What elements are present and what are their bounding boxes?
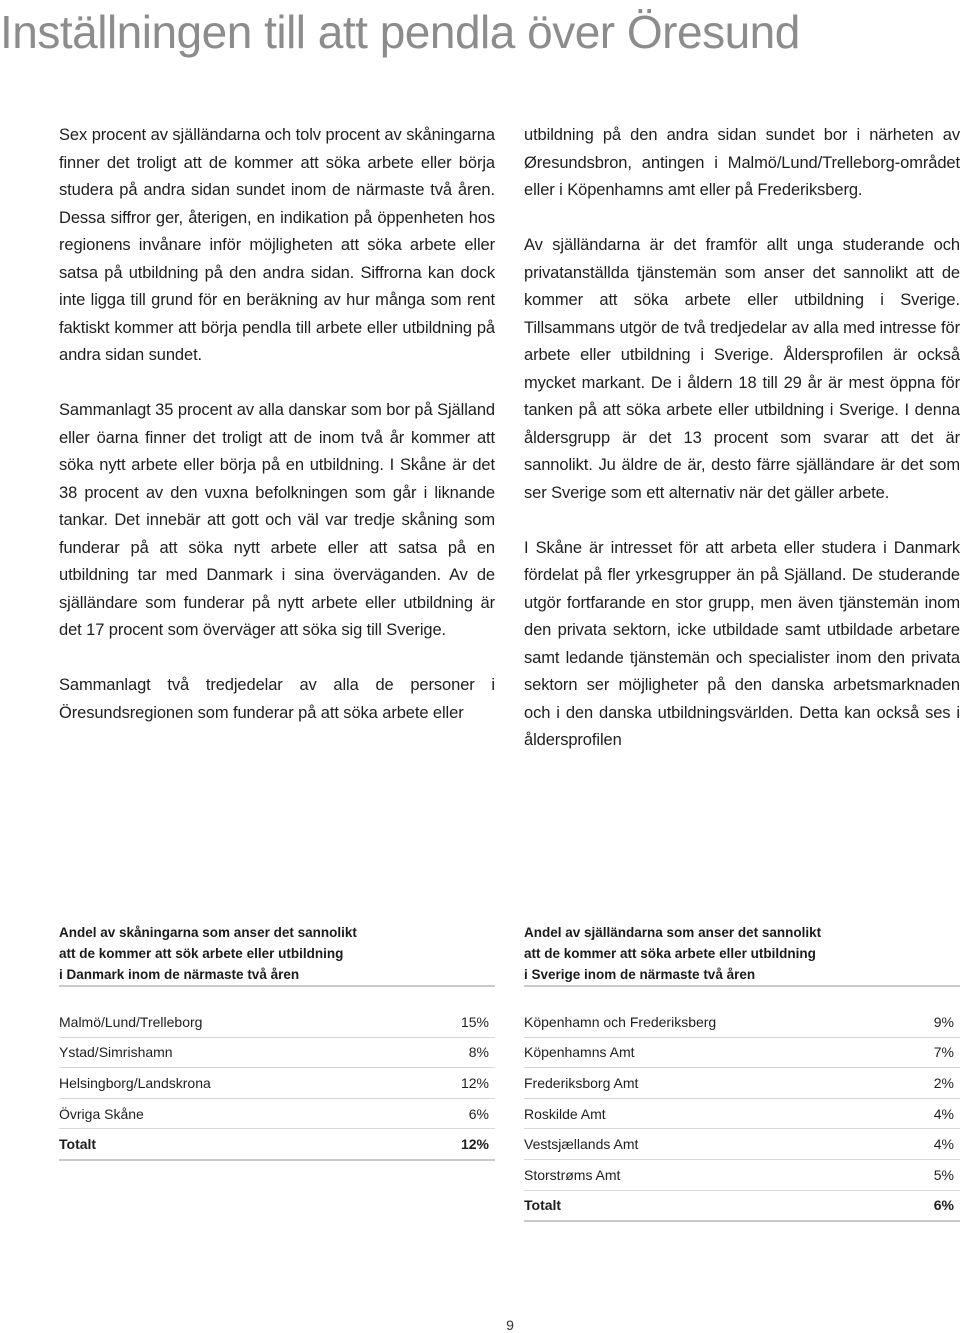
table-row	[524, 1160, 960, 1191]
total-value: 12%	[460, 1136, 489, 1153]
table-row	[524, 1007, 960, 1038]
table-rows	[524, 1007, 960, 1222]
row-value: 12%	[460, 1074, 489, 1091]
table-total-row	[59, 1129, 495, 1161]
paragraph: I Skåne är intresset för att arbeta eller studera i Danmark fördelat på fler yrkesgrupper än på Själland. De studerande utgör fortfarande en stor grupp, men även tjänstemän inom den privata sektorn, icke utbildade samt utbildade arbetare samt ledande tjänstemän och specialister inom den privata sektorn ser möjligheter på den danska arbetsmarknaden och i den danska utbildningsvärlden. Detta kan också ses i åldersprofilen	[524, 538, 960, 749]
row-value: 15%	[460, 1013, 489, 1030]
table-row	[524, 1129, 960, 1160]
row-label: Helsingborg/Landskrona	[59, 1074, 211, 1091]
sjaelland-table	[524, 922, 960, 1222]
row-label: Storstrøms Amt	[524, 1166, 621, 1183]
table-title	[59, 922, 495, 985]
total-label: Totalt	[524, 1197, 562, 1214]
row-value: 8%	[468, 1044, 489, 1061]
page-number: 9	[506, 1317, 514, 1333]
right-text-column	[524, 122, 960, 782]
table-title-line: i Danmark inom de närmaste två åren	[59, 967, 300, 982]
row-value: 6%	[468, 1105, 489, 1122]
row-value: 7%	[933, 1044, 954, 1061]
table-row	[59, 1068, 495, 1099]
table-title-line: att de kommer att söka arbete eller utbildning	[524, 946, 816, 961]
table-row	[524, 1068, 960, 1099]
table-title	[524, 922, 960, 985]
row-label: Köpenhamns Amt	[524, 1044, 635, 1061]
table-title-line: Andel av själländarna som anser det sannolikt	[524, 925, 822, 940]
row-label: Ystad/Simrishamn	[59, 1044, 173, 1061]
row-value: 9%	[933, 1013, 954, 1030]
row-value: 4%	[933, 1105, 954, 1122]
table-row	[59, 1038, 495, 1069]
table-rule	[524, 985, 960, 987]
row-value: 2%	[933, 1074, 954, 1091]
table-title-line: att de kommer att sök arbete eller utbildning	[59, 946, 344, 961]
paragraph: Sammanlagt två tredjedelar av alla de personer i Öresundsregionen som funderar på att söka arbete eller	[59, 676, 495, 722]
table-rows	[59, 1007, 495, 1161]
row-value: 5%	[933, 1166, 954, 1183]
table-total-row	[524, 1191, 960, 1223]
paragraph: Sex procent av själländarna och tolv procent av skåningarna finner det troligt att de kommer att söka arbete eller börja studera på andra sidan sundet inom de närmaste två åren. Dessa siffror ger, återigen, en indikation på öppenheten hos regionens invånare inför möjligheten att söka arbete eller satsa på utbildning på den andra sidan. Siffrorna kan dock inte ligga till grund för en beräkning av hur många som rent faktiskt kommer att börja pendla till arbete eller utbildning på andra sidan sundet.	[59, 126, 495, 364]
row-value: 4%	[933, 1136, 954, 1153]
total-label: Totalt	[59, 1136, 97, 1153]
page-title: Inställningen till att pendla över Öresund	[0, 6, 800, 58]
table-row	[524, 1038, 960, 1069]
skane-table	[59, 922, 495, 1161]
table-title-line: Andel av skåningarna som anser det sannolikt	[59, 925, 357, 940]
table-title-line: i Sverige inom de närmaste två åren	[524, 967, 756, 982]
paragraph: Av själländarna är det framför allt unga studerande och privatanställda tjänstemän som anser det sannolikt att de kommer att söka arbete eller utbildning i Sverige. Tillsammans utgör de två tredjedelar av alla med intresse för arbete eller utbildning i Sverige. Åldersprofilen är också mycket markant. De i åldern 18 till 29 år är mest öppna för tanken på att söka arbete eller utbildning i Sverige. I denna åldersgrupp är det 13 procent som svarar att det är sannolikt. Ju äldre de är, desto färre själländare är det som ser Sverige som ett alternativ när det gäller arbete.	[524, 236, 960, 502]
paragraph: Sammanlagt 35 procent av alla danskar som bor på Själland eller öarna finner det troligt att de inom två år kommer att söka nytt arbete eller börja på en utbildning. I Skåne är det 38 procent av den vuxna befolkningen som går i liknande tankar. Det innebär att gott och väl var tredje skåning som funderar på att söka nytt arbete eller att satsa på en utbildning tar med Danmark i sina överväganden. Av de själländare som funderar på nytt arbete eller utbildning är det 17 procent som överväger att söka sig till Sverige.	[59, 401, 495, 639]
table-row	[59, 1099, 495, 1130]
row-label: Frederiksborg Amt	[524, 1074, 639, 1091]
row-label: Malmö/Lund/Trelleborg	[59, 1013, 203, 1030]
row-label: Roskilde Amt	[524, 1105, 606, 1122]
total-value: 6%	[933, 1197, 954, 1214]
row-label: Övriga Skåne	[59, 1105, 144, 1122]
paragraph: utbildning på den andra sidan sundet bor i närheten av Øresundsbron, antingen i Malmö/Lund/Trelleborg-området eller i Köpenhamns amt eller på Frederiksberg.	[524, 126, 960, 199]
table-rule	[59, 985, 495, 987]
left-text-column	[59, 122, 495, 755]
table-row	[524, 1099, 960, 1130]
row-label: Köpenhamn och Frederiksberg	[524, 1013, 717, 1030]
row-label: Vestsjællands Amt	[524, 1136, 639, 1153]
table-row	[59, 1007, 495, 1038]
